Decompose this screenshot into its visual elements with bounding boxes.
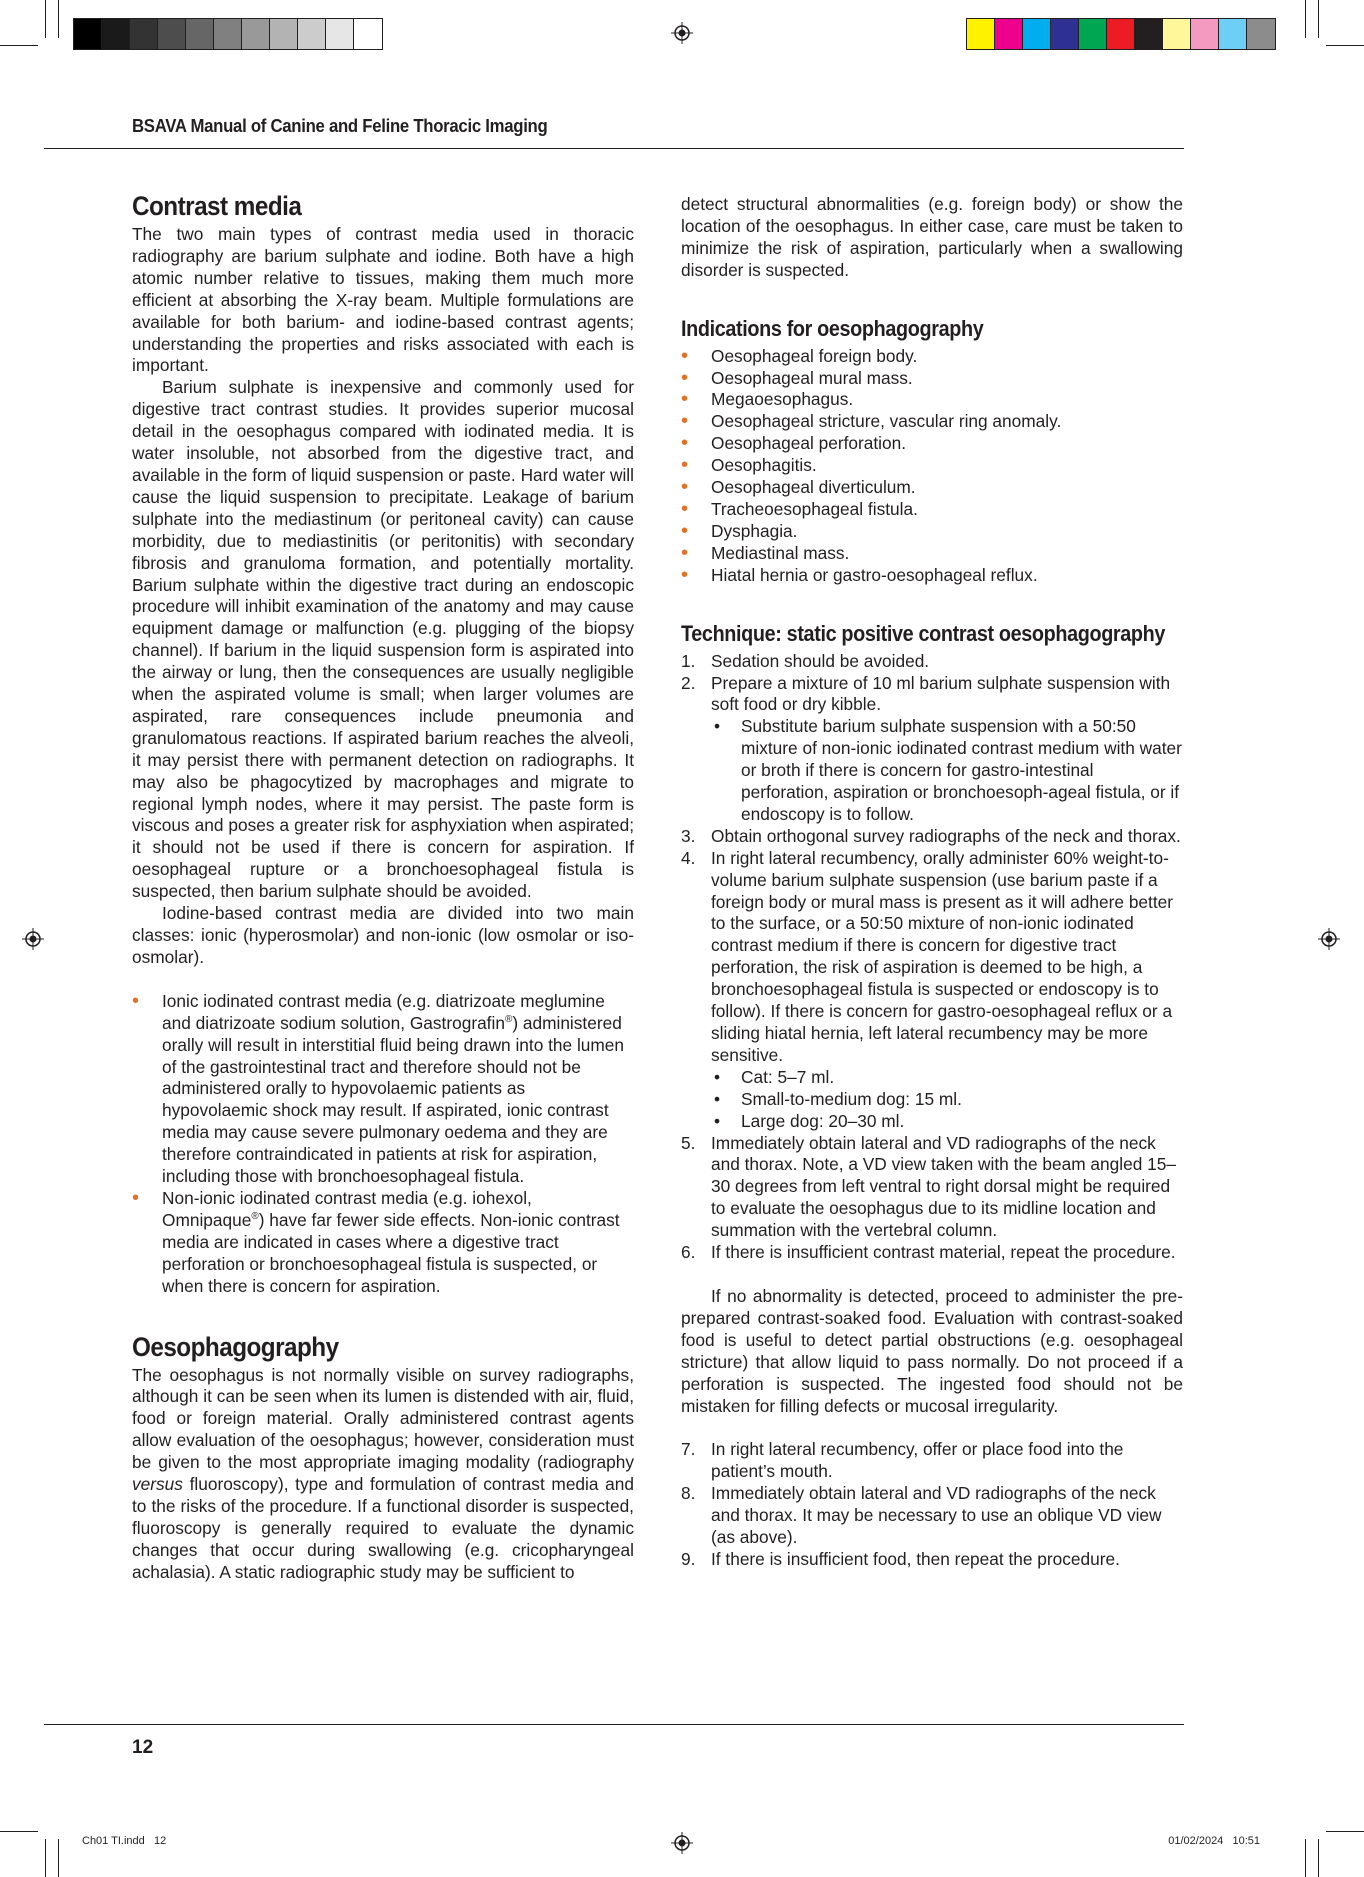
calibration-swatch bbox=[158, 19, 186, 49]
bullet-text: Ionic iodinated contrast media (e.g. diatrizoate meglumine and diatrizoate sodium solution, Gastrografin bbox=[162, 990, 605, 1033]
indications-list bbox=[681, 346, 1183, 587]
step-item bbox=[681, 1549, 1183, 1571]
calibration-swatch bbox=[1051, 19, 1079, 49]
crop-mark bbox=[0, 1831, 38, 1832]
crop-mark bbox=[0, 45, 38, 46]
step-text: Obtain orthogonal survey radiographs of the neck and thorax. bbox=[711, 825, 1181, 846]
crop-mark bbox=[45, 0, 46, 38]
indication-item: • Dysphagia. bbox=[681, 521, 1183, 543]
step-number: 3. bbox=[681, 825, 696, 846]
registration-mark-icon bbox=[671, 22, 693, 44]
step-item bbox=[681, 1133, 1183, 1243]
paragraph-text: The oesophagus is not normally visible on survey radiographs, although it can be seen when its lumen is distended with air, fluid, food or foreign material. Orally administered contrast agents allow evaluation of the oesophagus; however, consideration must be given to the most appropriate imaging modality (radiography bbox=[132, 1364, 634, 1473]
indication-item: • Oesophageal mural mass. bbox=[681, 368, 1183, 390]
indication-item: • Mediastinal mass. bbox=[681, 543, 1183, 565]
spacer bbox=[681, 282, 1183, 315]
grayscale-calibration-bar bbox=[73, 18, 383, 50]
paragraph: The two main types of contrast media used in thoracic radiography are barium sulphate and iodine. Both have a high atomic number relative to tissues, making them much more efficient at absorbing the X-ray beam. Multiple formulations are available for both barium- and iodine-based contrast agents; understanding the properties and risks associated with each is important. bbox=[132, 224, 634, 376]
registration-mark-icon bbox=[1318, 928, 1340, 950]
emphasis-text: versus bbox=[132, 1474, 183, 1495]
date-slug: 01/02/2024 10:51 bbox=[1168, 1835, 1260, 1847]
subheading-indications: Indications for oesophagography bbox=[681, 315, 984, 341]
step-text: In right lateral recumbency, offer or place food into the patient’s mouth. bbox=[711, 1439, 1124, 1482]
indication-item: • Oesophageal diverticulum. bbox=[681, 477, 1183, 499]
crop-mark bbox=[1326, 1831, 1364, 1832]
right-column bbox=[681, 194, 1183, 1571]
sub-list-item: • Large dog: 20–30 ml. bbox=[711, 1111, 1183, 1133]
calibration-swatch bbox=[214, 19, 242, 49]
crop-mark bbox=[1318, 0, 1319, 38]
step-number: 2. bbox=[681, 672, 696, 693]
calibration-swatch bbox=[967, 19, 995, 49]
calibration-swatch bbox=[1191, 19, 1219, 49]
spacer bbox=[681, 587, 1183, 620]
calibration-swatch bbox=[354, 19, 382, 49]
list-item bbox=[132, 1188, 634, 1298]
calibration-swatch bbox=[102, 19, 130, 49]
indication-item: • Oesophageal perforation. bbox=[681, 433, 1183, 455]
step-text: If there is insufficient contrast material, repeat the procedure. bbox=[711, 1242, 1176, 1263]
page-number: 12 bbox=[132, 1737, 154, 1758]
indication-item: • Megaoesophagus. bbox=[681, 389, 1183, 411]
step-number: 4. bbox=[681, 847, 696, 868]
section-heading-contrast-media: Contrast media bbox=[132, 191, 302, 221]
technique-steps-list bbox=[681, 651, 1183, 1264]
calibration-swatch bbox=[995, 19, 1023, 49]
indication-item: • Oesophageal foreign body. bbox=[681, 346, 1183, 368]
header-rule bbox=[44, 148, 1184, 149]
spacer bbox=[132, 969, 634, 991]
paragraph: Iodine-based contrast media are divided into two main classes: ionic (hyperosmolar) and non-ionic (low osmolar or iso-osmolar). bbox=[132, 903, 634, 967]
step-number: 6. bbox=[681, 1242, 696, 1263]
bullet-text: ) have far fewer side effects. Non-ionic contrast media are indicated in cases where a digestive tract perforation or bronchoesophageal fistula is suspected, or when there is concern for aspiration. bbox=[162, 1209, 620, 1296]
bullet-text: ) administered orally will result in interstitial fluid being drawn into the lumen of the gastrointestinal tract and therefore should not be administered orally to hypovolaemic patients as hypovolaemic shock may result. If aspirated, ionic contrast media may cause severe pulmonary oedema and they are therefore contraindicated in patients at risk for aspiration, including those with bronchoesophageal fistula. bbox=[162, 1012, 625, 1187]
spacer bbox=[681, 1264, 1183, 1286]
indication-item: • Hiatal hernia or gastro-oesophageal reflux. bbox=[681, 565, 1183, 587]
sub-list-item: • Small-to-medium dog: 15 ml. bbox=[711, 1089, 1183, 1111]
calibration-swatch bbox=[186, 19, 214, 49]
crop-mark bbox=[58, 0, 59, 38]
step-item bbox=[681, 673, 1183, 826]
step-item bbox=[681, 826, 1183, 848]
left-column bbox=[132, 190, 634, 1584]
step-number: 5. bbox=[681, 1132, 696, 1153]
sub-list bbox=[711, 1067, 1183, 1133]
calibration-swatch bbox=[1247, 19, 1275, 49]
file-slug: Ch01 TI.indd 12 bbox=[82, 1835, 167, 1847]
calibration-swatch bbox=[1163, 19, 1191, 49]
step-item bbox=[681, 1439, 1183, 1483]
step-item bbox=[681, 848, 1183, 1133]
calibration-swatch bbox=[1135, 19, 1163, 49]
technique-steps-list-continued bbox=[681, 1439, 1183, 1570]
crop-mark bbox=[1305, 0, 1306, 38]
sub-list-item: • Cat: 5–7 ml. bbox=[711, 1067, 1183, 1089]
registered-mark: ® bbox=[251, 1211, 259, 1223]
crop-mark bbox=[58, 1839, 59, 1877]
calibration-swatch bbox=[298, 19, 326, 49]
paragraph: detect structural abnormalities (e.g. foreign body) or show the location of the oesophagus. In either case, care must be taken to minimize the risk of aspiration, particularly when a swallowing disorder is suspected. bbox=[681, 194, 1183, 280]
indication-item: • Oesophagitis. bbox=[681, 455, 1183, 477]
crop-mark bbox=[45, 1839, 46, 1877]
paragraph-text: fluoroscopy), type and formulation of contrast media and to the risks of the procedure. If a functional disorder is suspected, fluoroscopy is generally required to evaluate the dynamic changes that occur during swallowing (e.g. cricopharyngeal achalasia). A static radiographic study may be sufficient to bbox=[132, 1474, 634, 1582]
calibration-swatch bbox=[1107, 19, 1135, 49]
subheading-technique: Technique: static positive contrast oesophagography bbox=[681, 620, 1166, 646]
section-heading-oesophagography: Oesophagography bbox=[132, 1331, 339, 1362]
step-text: Sedation should be avoided. bbox=[711, 650, 930, 671]
crop-mark bbox=[1318, 1839, 1319, 1877]
sub-list bbox=[711, 716, 1183, 826]
step-number: 8. bbox=[681, 1483, 696, 1504]
footer-rule bbox=[44, 1724, 1184, 1725]
crop-mark bbox=[1305, 1839, 1306, 1877]
step-text: Immediately obtain lateral and VD radiographs of the neck and thorax. Note, a VD view taken with the beam angled 15–30 degrees from left ventral to right dorsal might be required to evaluate the oesophagus due to its midline location and summation with the vertebral column. bbox=[711, 1132, 1176, 1241]
step-number: 7. bbox=[681, 1439, 696, 1460]
list-item bbox=[132, 991, 634, 1188]
paragraph bbox=[132, 1365, 634, 1584]
calibration-swatch bbox=[1079, 19, 1107, 49]
spacer bbox=[132, 1298, 634, 1331]
registration-mark-icon bbox=[22, 928, 44, 950]
step-text: In right lateral recumbency, orally administer 60% weight-to-volume barium sulphate suspension (use barium paste if a foreign body or mural mass is present as it will adhere better to the surface, or a 50:50 mixture of non-ionic iodinated contrast medium if there is concern for digestive tract perforation, the risk of aspiration is deemed to be high, a bronchoesophageal fistula is suspected or endoscopy is to follow). If there is concern for gastro-oesophageal reflux or a sliding hiatal hernia, left lateral recumbency may be more sensitive. bbox=[711, 847, 1174, 1065]
calibration-swatch bbox=[130, 19, 158, 49]
paragraph: Barium sulphate is inexpensive and commonly used for digestive tract contrast studies. It provides superior mucosal detail in the oesophagus compared with iodinated media. It is water insoluble, not absorbed from the digestive tract, and available in the form of liquid suspension or paste. Hard water will cause the liquid suspension to precipitate. Leakage of barium sulphate into the mediastinum (or peritoneal cavity) can cause morbidity, due to mediastinitis (or peritonitis) with secondary fibrosis and granuloma formation, and potentially mortality. Barium sulphate within the digestive tract during an endoscopic procedure will inhibit examination of the anatomy and may cause equipment damage or malfunction (e.g. plugging of the biopsy channel). If barium in the liquid suspension form is aspirated into the airway or lung, then the consequences are usually negligible when the aspirated volume is small; when larger volumes are aspirated, rare consequences include pneumonia and granulomatous reactions. If aspirated barium reaches the alveoli, it may persist there with permanent detection on radiographs. It may also be phagocytized by macrophages and migrate to regional lymph nodes, where it may persist. The paste form is viscous and poses a greater risk for asphyxiation when aspirated; it should not be used if there is concern for aspiration. If oesophageal rupture or a bronchoesophageal fistula is suspected, then barium sulphate should be avoided. bbox=[132, 377, 634, 902]
calibration-swatch bbox=[270, 19, 298, 49]
step-text: Immediately obtain lateral and VD radiographs of the neck and thorax. It may be necessary to use an oblique VD view (as above). bbox=[711, 1483, 1162, 1548]
iodine-media-list bbox=[132, 991, 634, 1298]
crop-mark bbox=[1326, 45, 1364, 46]
calibration-swatch bbox=[1023, 19, 1051, 49]
indication-item: • Oesophageal stricture, vascular ring anomaly. bbox=[681, 411, 1183, 433]
paragraph: If no abnormality is detected, proceed to administer the pre-prepared contrast-soaked food. Evaluation with contrast-soaked food is useful to detect partial obstructions (e.g. oesophageal stricture) that allow liquid to pass normally. Do not proceed if a perforation is suspected. The ingested food should not be mistaken for filling defects or mucosal irregularity. bbox=[681, 1285, 1183, 1416]
calibration-swatch bbox=[326, 19, 354, 49]
step-number: 9. bbox=[681, 1548, 696, 1569]
calibration-swatch bbox=[1219, 19, 1247, 49]
color-calibration-bar bbox=[966, 18, 1276, 50]
registered-mark: ® bbox=[504, 1013, 513, 1025]
step-item bbox=[681, 1483, 1183, 1549]
step-item bbox=[681, 1242, 1183, 1264]
step-text: Prepare a mixture of 10 ml barium sulphate suspension with soft food or dry kibble. bbox=[711, 672, 1171, 715]
calibration-swatch bbox=[242, 19, 270, 49]
indication-item: • Tracheoesophageal fistula. bbox=[681, 499, 1183, 521]
registration-mark-icon bbox=[671, 1832, 693, 1854]
bullet-text: Non-ionic iodinated contrast media (e.g. iohexol, Omnipaque bbox=[162, 1187, 532, 1230]
calibration-swatch bbox=[74, 19, 102, 49]
spacer bbox=[681, 1417, 1183, 1439]
step-text: If there is insufficient food, then repeat the procedure. bbox=[711, 1548, 1120, 1569]
step-item bbox=[681, 651, 1183, 673]
sub-list-item: • Substitute barium sulphate suspension with a 50:50 mixture of non-ionic iodinated contrast medium with water or broth if there is concern for gastro-intestinal perforation, aspiration or bronchoesoph-ageal fistula, or if endoscopy is to follow. bbox=[711, 716, 1183, 826]
running-header-title: BSAVA Manual of Canine and Feline Thoracic Imaging bbox=[132, 116, 548, 136]
step-number: 1. bbox=[681, 650, 696, 671]
